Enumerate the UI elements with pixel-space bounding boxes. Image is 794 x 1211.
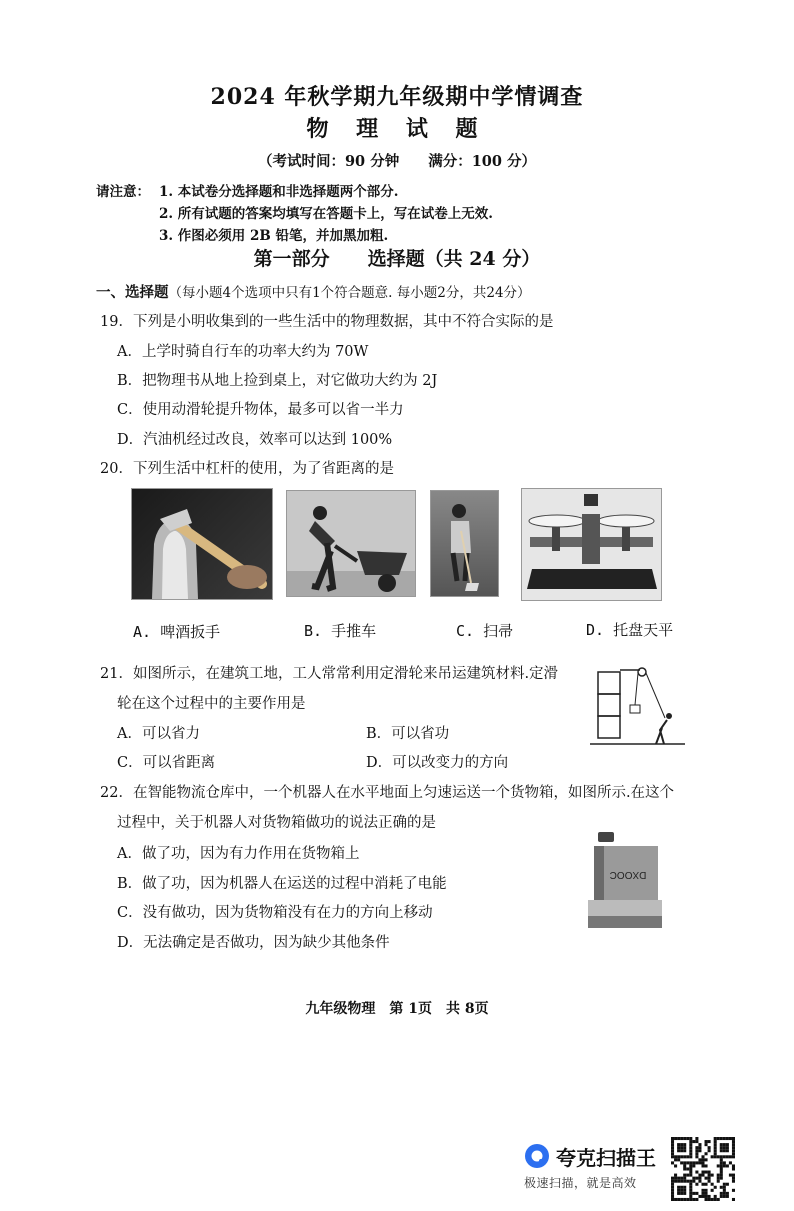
qr-module [683,1174,686,1177]
qr-module [695,1140,698,1143]
qr-module [671,1146,674,1149]
qr-module [708,1195,711,1198]
qr-module [720,1146,723,1149]
qr-module [726,1149,729,1152]
qr-module [689,1137,692,1140]
q21-stem-line2: 轮在这个过程中的主要作用是 [117,696,306,712]
qr-module [674,1164,677,1167]
qr-module [698,1149,701,1152]
qr-module [720,1158,723,1161]
qr-module [683,1189,686,1192]
qr-module [698,1195,701,1198]
q22-option-a: A．做了功，因为有力作用在货物箱上 [117,846,360,862]
page-footer: 九年级物理 第 1页 共 8页 [305,1001,489,1017]
qr-module [723,1155,726,1158]
qr-module [720,1149,723,1152]
qr-module [677,1146,680,1149]
qr-module [729,1161,732,1164]
qr-module [720,1167,723,1170]
q21-option-d: D．可以改变力的方向 [366,755,509,771]
qr-module [674,1158,677,1161]
qr-module [732,1152,735,1155]
exam-title: 2024 年秋学期九年级期中学情调查 [210,84,584,110]
qr-module [714,1195,717,1198]
qr-module [689,1167,692,1170]
qr-module [686,1167,689,1170]
qr-module [708,1146,711,1149]
qr-module [698,1146,701,1149]
qr-module [680,1146,683,1149]
note-item: 3. 作图必须用 2B 铅笔，并加黑加粗. [159,228,389,244]
qr-module [720,1195,723,1198]
qr-module [723,1164,726,1167]
qr-module [723,1149,726,1152]
qr-module [717,1198,720,1201]
qr-module [720,1174,723,1177]
broom-photo [430,490,499,597]
qr-module [726,1143,729,1146]
qr-module [695,1146,698,1149]
qr-module [714,1146,717,1149]
qr-module [732,1155,735,1158]
qr-module [720,1192,723,1195]
qr-module [671,1192,674,1195]
qr-module [717,1164,720,1167]
qr-module [720,1164,723,1167]
balance-illustration [522,489,661,600]
qr-module [732,1143,735,1146]
qr-module [677,1192,680,1195]
qr-module [708,1149,711,1152]
qr-module [677,1158,680,1161]
q22-option-c: C．没有做功，因为货物箱没有在力的方向上移动 [117,905,433,921]
qr-module [689,1192,692,1195]
qr-module [698,1174,701,1177]
qr-module [711,1198,714,1201]
qr-module [695,1198,698,1201]
qr-module [726,1195,729,1198]
qr-module [680,1137,683,1140]
qr-module [726,1137,729,1140]
qr-code [671,1137,735,1201]
qr-module [683,1161,686,1164]
qr-module [695,1183,698,1186]
qr-module [726,1183,729,1186]
qr-module [692,1198,695,1201]
qr-module [677,1137,680,1140]
qr-module [720,1161,723,1164]
qr-module [726,1192,729,1195]
qr-module [692,1177,695,1180]
qr-module [683,1143,686,1146]
qr-module [701,1171,704,1174]
qr-module [671,1186,674,1189]
qr-module [701,1174,704,1177]
qr-module [683,1186,686,1189]
qr-module [671,1177,674,1180]
qr-module [695,1137,698,1140]
qr-module [683,1167,686,1170]
qr-module [708,1171,711,1174]
section-desc: （每小题4个选项中只有1个符合题意. 每小题2分，共24分） [168,285,531,301]
q19-option-b: B．把物理书从地上捡到桌上，对它做功大约为 2J [117,373,438,389]
part1-heading: 第一部分 选择题（共 24 分） [253,248,541,270]
qr-module [680,1192,683,1195]
scanner-brand-name: 夸克扫描王 [556,1146,656,1170]
qr-module [680,1177,683,1180]
qr-module [689,1174,692,1177]
q21-option-b: B．可以省功 [366,726,450,742]
qr-module [698,1158,701,1161]
qr-module [695,1177,698,1180]
qr-module [692,1192,695,1195]
q20-caption-c: C. 扫帚 [456,622,514,640]
qr-module [723,1161,726,1164]
qr-module [689,1161,692,1164]
q19-option-a: A．上学时骑自行车的功率大约为 70W [117,344,369,360]
qr-module [683,1164,686,1167]
qr-module [723,1195,726,1198]
qr-module [683,1192,686,1195]
qr-module [708,1198,711,1201]
qr-module [683,1149,686,1152]
qr-module [714,1198,717,1201]
qr-module [677,1143,680,1146]
qr-module [674,1174,677,1177]
qr-module [714,1155,717,1158]
qr-module [686,1174,689,1177]
qr-module [686,1198,689,1201]
beer-opener-illustration [132,489,272,599]
qr-module [683,1146,686,1149]
qr-module [671,1149,674,1152]
qr-module [705,1189,708,1192]
qr-module [705,1140,708,1143]
qr-module [695,1149,698,1152]
q22-option-d: D．无法确定是否做功，因为缺少其他条件 [117,935,390,951]
qr-module [701,1164,704,1167]
qr-module [714,1149,717,1152]
qr-module [723,1192,726,1195]
qr-module [711,1189,714,1192]
qr-module [680,1180,683,1183]
qr-module [729,1155,732,1158]
qr-module [717,1180,720,1183]
qr-module [701,1155,704,1158]
q19-stem: 19．下列是小明收集到的一些生活中的物理数据，其中不符合实际的是 [100,314,554,330]
qr-module [689,1189,692,1192]
qr-module [705,1158,708,1161]
q21-stem-line1: 21．如图所示，在建筑工地，工人常常利用定滑轮来吊运建筑材料.定滑 [100,666,559,682]
q19-option-c: C．使用动滑轮提升物体，最多可以省一半力 [117,402,404,418]
qr-module [680,1198,683,1201]
note-item: 1. 本试卷分选择题和非选择题两个部分. [159,184,399,200]
broom-illustration [431,491,498,596]
qr-module [708,1180,711,1183]
qr-module [695,1152,698,1155]
qr-module [695,1171,698,1174]
qr-module [705,1171,708,1174]
qr-module [674,1137,677,1140]
qr-module [692,1180,695,1183]
qr-module [705,1195,708,1198]
qr-module [692,1140,695,1143]
qr-module [683,1198,686,1201]
qr-module [671,1183,674,1186]
qr-module [680,1189,683,1192]
qr-module [695,1155,698,1158]
wheelbarrow-photo [286,490,416,597]
q19-option-d: D．汽油机经过改良，效率可以达到 100% [117,432,393,448]
qr-module [683,1177,686,1180]
note-item: 2. 所有试题的答案均填写在答题卡上，写在试卷上无效. [159,206,493,222]
qr-module [689,1186,692,1189]
qr-module [680,1143,683,1146]
section-label: 一、选择题 [96,284,169,301]
qr-module [695,1161,698,1164]
qr-module [674,1180,677,1183]
qr-module [732,1180,735,1183]
qr-module [705,1177,708,1180]
qr-module [705,1143,708,1146]
qr-module [689,1149,692,1152]
q20-caption-b: B. 手推车 [304,622,377,640]
scanner-slogan: 极速扫描，就是高效 [524,1176,637,1190]
qr-module [683,1180,686,1183]
qr-module [698,1143,701,1146]
qr-module [677,1155,680,1158]
beer-opener-photo [131,488,273,600]
qr-module [701,1183,704,1186]
q20-stem: 20．下列生活中杠杆的使用，为了省距离的是 [100,461,394,477]
qr-module [689,1143,692,1146]
qr-module [689,1198,692,1201]
qr-module [705,1198,708,1201]
qr-module [692,1164,695,1167]
qr-module [677,1186,680,1189]
qr-module [705,1192,708,1195]
qr-module [671,1195,674,1198]
q22-stem-line2: 过程中，关于机器人对货物箱做功的说法正确的是 [117,815,436,831]
qr-module [701,1158,704,1161]
qr-module [732,1189,735,1192]
qr-module [677,1198,680,1201]
box-label: DXOOC [609,869,647,880]
qr-module [689,1140,692,1143]
qr-module [671,1152,674,1155]
qr-module [717,1137,720,1140]
qr-module [686,1161,689,1164]
qr-module [723,1183,726,1186]
qr-module [674,1177,677,1180]
exam-info: （考试时间：90 分钟 满分：100 分） [257,153,537,170]
qr-module [720,1186,723,1189]
qr-module [677,1149,680,1152]
qr-module [689,1183,692,1186]
qr-module [689,1180,692,1183]
qr-module [677,1177,680,1180]
qr-module [671,1198,674,1201]
qr-module [732,1198,735,1201]
qr-module [701,1192,704,1195]
qr-module [726,1164,729,1167]
qr-module [705,1164,708,1167]
qr-module [689,1164,692,1167]
qr-module [674,1155,677,1158]
q22-stem-line1: 22．在智能物流仓库中，一个机器人在水平地面上匀速运送一个货物箱，如图所示.在这个 [100,785,675,801]
qr-module [723,1143,726,1146]
qr-module [720,1155,723,1158]
qr-module [723,1146,726,1149]
qr-module [723,1186,726,1189]
qr-module [717,1177,720,1180]
qr-module [708,1177,711,1180]
qr-module [671,1137,674,1140]
qr-module [708,1174,711,1177]
qr-module [677,1180,680,1183]
qr-module [732,1146,735,1149]
q21-option-a: A．可以省力 [117,726,200,742]
qr-module [689,1146,692,1149]
qr-module [686,1137,689,1140]
qr-module [705,1152,708,1155]
qr-module [714,1143,717,1146]
qr-module [701,1195,704,1198]
qr-module [732,1177,735,1180]
qr-module [671,1189,674,1192]
qr-module [674,1198,677,1201]
qr-module [723,1189,726,1192]
notes-label: 请注意： [96,184,150,200]
qr-module [711,1174,714,1177]
subject-title: 物 理 试 题 [306,116,488,142]
balance-photo [521,488,662,601]
qr-module [680,1149,683,1152]
qr-module [717,1174,720,1177]
qr-module [714,1186,717,1189]
qr-module [732,1167,735,1170]
qr-module [732,1140,735,1143]
q20-caption-d: D. 托盘天平 [586,621,674,639]
qr-module [680,1161,683,1164]
qr-module [720,1143,723,1146]
qr-module [729,1137,732,1140]
qr-module [671,1143,674,1146]
pulley-figure [590,660,685,750]
qr-module [732,1164,735,1167]
qr-module [714,1152,717,1155]
qr-module [689,1195,692,1198]
qr-module [680,1186,683,1189]
qr-module [689,1152,692,1155]
robot-figure [586,832,666,930]
qr-module [708,1140,711,1143]
qr-module [711,1183,714,1186]
qr-module [680,1155,683,1158]
qr-module [729,1174,732,1177]
qr-module [714,1140,717,1143]
qr-module [686,1155,689,1158]
qr-module [701,1189,704,1192]
qr-module [720,1171,723,1174]
qr-module [732,1149,735,1152]
qr-module [689,1155,692,1158]
qr-module [717,1155,720,1158]
q20-caption-a: A. 啤酒扳手 [133,623,221,641]
qr-module [683,1155,686,1158]
q21-option-c: C．可以省距离 [117,755,216,771]
qr-module [695,1192,698,1195]
qr-module [698,1177,701,1180]
qr-module [714,1137,717,1140]
qr-module [732,1137,735,1140]
qr-module [701,1161,704,1164]
section-heading [96,281,531,302]
qr-module [720,1137,723,1140]
qr-module [698,1161,701,1164]
qr-module [692,1161,695,1164]
qr-module [732,1174,735,1177]
scanner-logo-icon [524,1143,550,1169]
wheelbarrow-illustration [287,491,415,596]
qr-module [711,1155,714,1158]
qr-module [671,1140,674,1143]
qr-module [698,1180,701,1183]
qr-module [689,1171,692,1174]
q22-option-b: B．做了功，因为机器人在运送的过程中消耗了电能 [117,876,447,892]
qr-module [705,1183,708,1186]
qr-module [686,1180,689,1183]
qr-module [671,1161,674,1164]
qr-module [683,1137,686,1140]
qr-module [677,1189,680,1192]
qr-module [720,1177,723,1180]
qr-module [671,1155,674,1158]
qr-module [726,1155,729,1158]
qr-module [726,1146,729,1149]
qr-module [671,1180,674,1183]
qr-module [723,1137,726,1140]
